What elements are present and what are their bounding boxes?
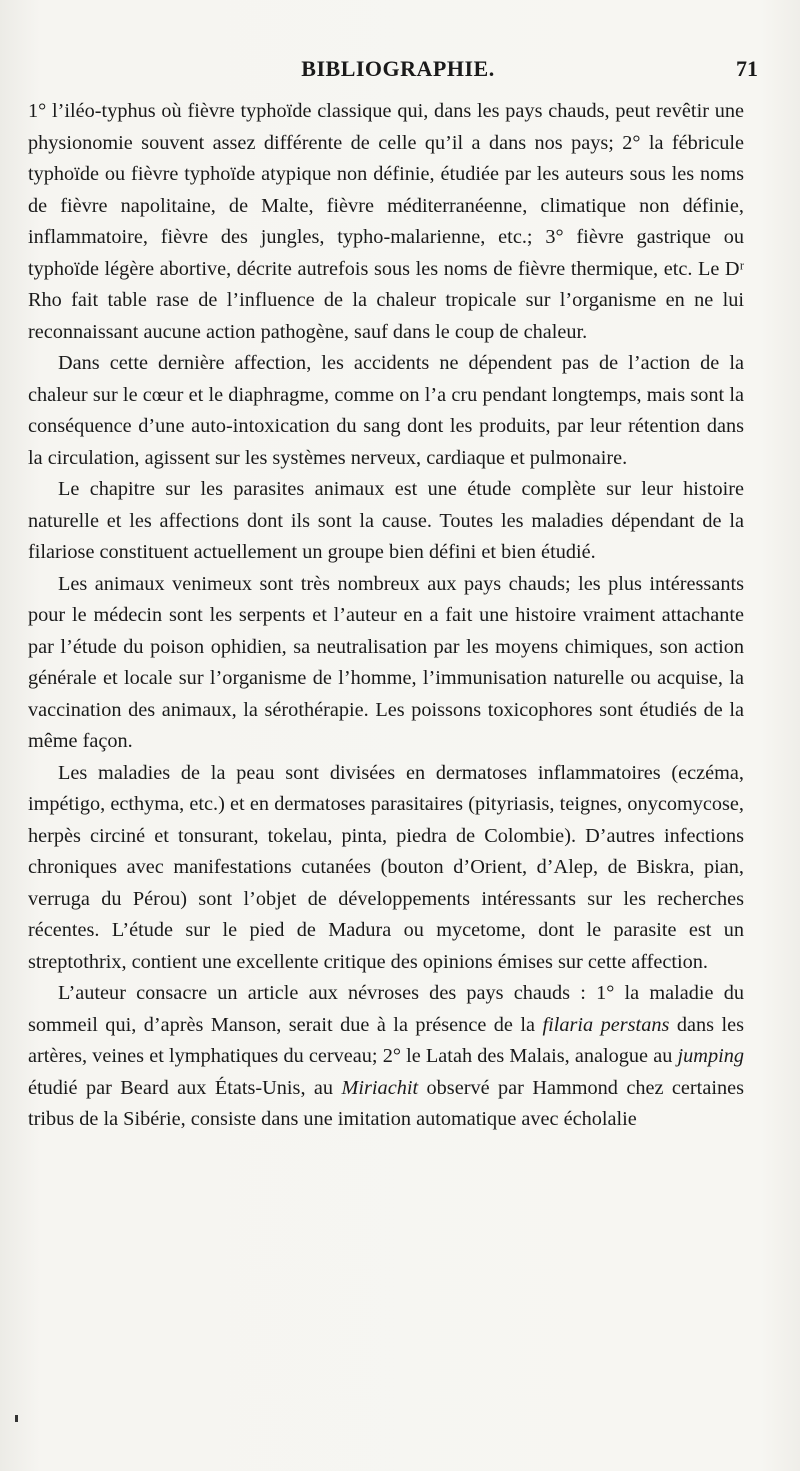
running-title: BIBLIOGRAPHIE. [301,56,495,81]
paragraph-3: Le chapitre sur les parasites animaux est une étude complète sur leur histoire naturelle et les affections dont ils sont la cause. Toutes les maladies dépendant de la filariose constituent actuellement un groupe bien défini et bien étudié. [28,478,744,563]
paragraph-6-text-4: observé par Hammond chez certaines tribus de la Sibérie, consiste dans une imitation automatique avec écholalie [28,1076,744,1130]
page-number: 71 [736,56,758,81]
page-header [48,56,758,86]
paragraph-6 [28,978,744,1136]
paragraph-5: Les maladies de la peau sont divisées en dermatoses inflammatoires (eczéma, impétigo, ecthyma, etc.) et en dermatoses parasitaires (pityriasis, teignes, onycomycose, herpès circiné et tonsurant, tokelau, pinta, piedra de Colombie). D’autres infections chroniques avec manifestations cutanées (bouton d’Orient, d’Alep, de Biskra, pian, verruga du Pérou) sont l’objet de développements intéressants sur les recherches récentes. L’étude sur le pied de Madura ou mycetome, dont le parasite est un streptothrix, contient une excellente critique des opinions émises sur cette affection. [28,761,744,973]
paragraph-6-text-2: dans les artères, veines et lymphatiques du cerveau; 2° le Latah des Malais, analogue au [28,1013,744,1067]
margin-mark [15,1415,18,1422]
paragraph-1: 1° l’iléo-typhus où fièvre typhoïde classique qui, dans les pays chauds, peut revêtir une physionomie souvent assez différente de celle qu’il a dans nos pays; 2° la fébricule typhoïde ou fièvre typhoïde atypique non définie, étudiée par les auteurs sous les noms de fièvre napolitaine, de Malte, fièvre méditerranéenne, climatique non définie, inflammatoire, fièvre des jungles, typho-malarienne, etc.; 3° fièvre gastrique ou typhoïde légère abortive, décrite autrefois sous les noms de fièvre thermique, etc. Le Dʳ Rho fait table rase de l’influence de la chaleur tropicale sur l’organisme en ne lui reconnaissant aucune action pathogène, sauf dans le coup de chaleur. [28,100,744,343]
italic-jumping: jumping [677,1045,744,1067]
paragraph-2: Dans cette dernière affection, les accidents ne dépendent pas de l’action de la chaleur sur le cœur et le diaphragme, comme on l’a cru pendant longtemps, mais sont la conséquence d’une auto-intoxication du sang dont les produits, par leur rétention dans la circulation, agissent sur les systèmes nerveux, cardiaque et pulmonaire. [28,352,744,469]
paragraph-6-text-3: étudié par Beard aux États-Unis, au [28,1076,342,1099]
italic-filaria-perstans: filaria perstans [542,1013,670,1036]
body-text [28,96,744,1136]
paragraph-6-text-1: L’auteur consacre un article aux névroses des pays chauds : 1° la maladie du sommeil qui, d’après Manson, serait due à la présence de la [28,982,744,1036]
paragraph-4: Les animaux venimeux sont très nombreux aux pays chauds; les plus intéressants pour le médecin sont les serpents et l’auteur en a fait une histoire vraiment attachante par l’étude du poison ophidien, sa neutralisation par les moyens chimiques, son action générale et locale sur l’organisme de l’homme, l’immunisation naturelle ou acquise, la vaccination des animaux, la sérothérapie. Les poissons toxicophores sont étudiés de la même façon. [28,572,744,752]
italic-miriachit: Miriachit [341,1076,419,1099]
